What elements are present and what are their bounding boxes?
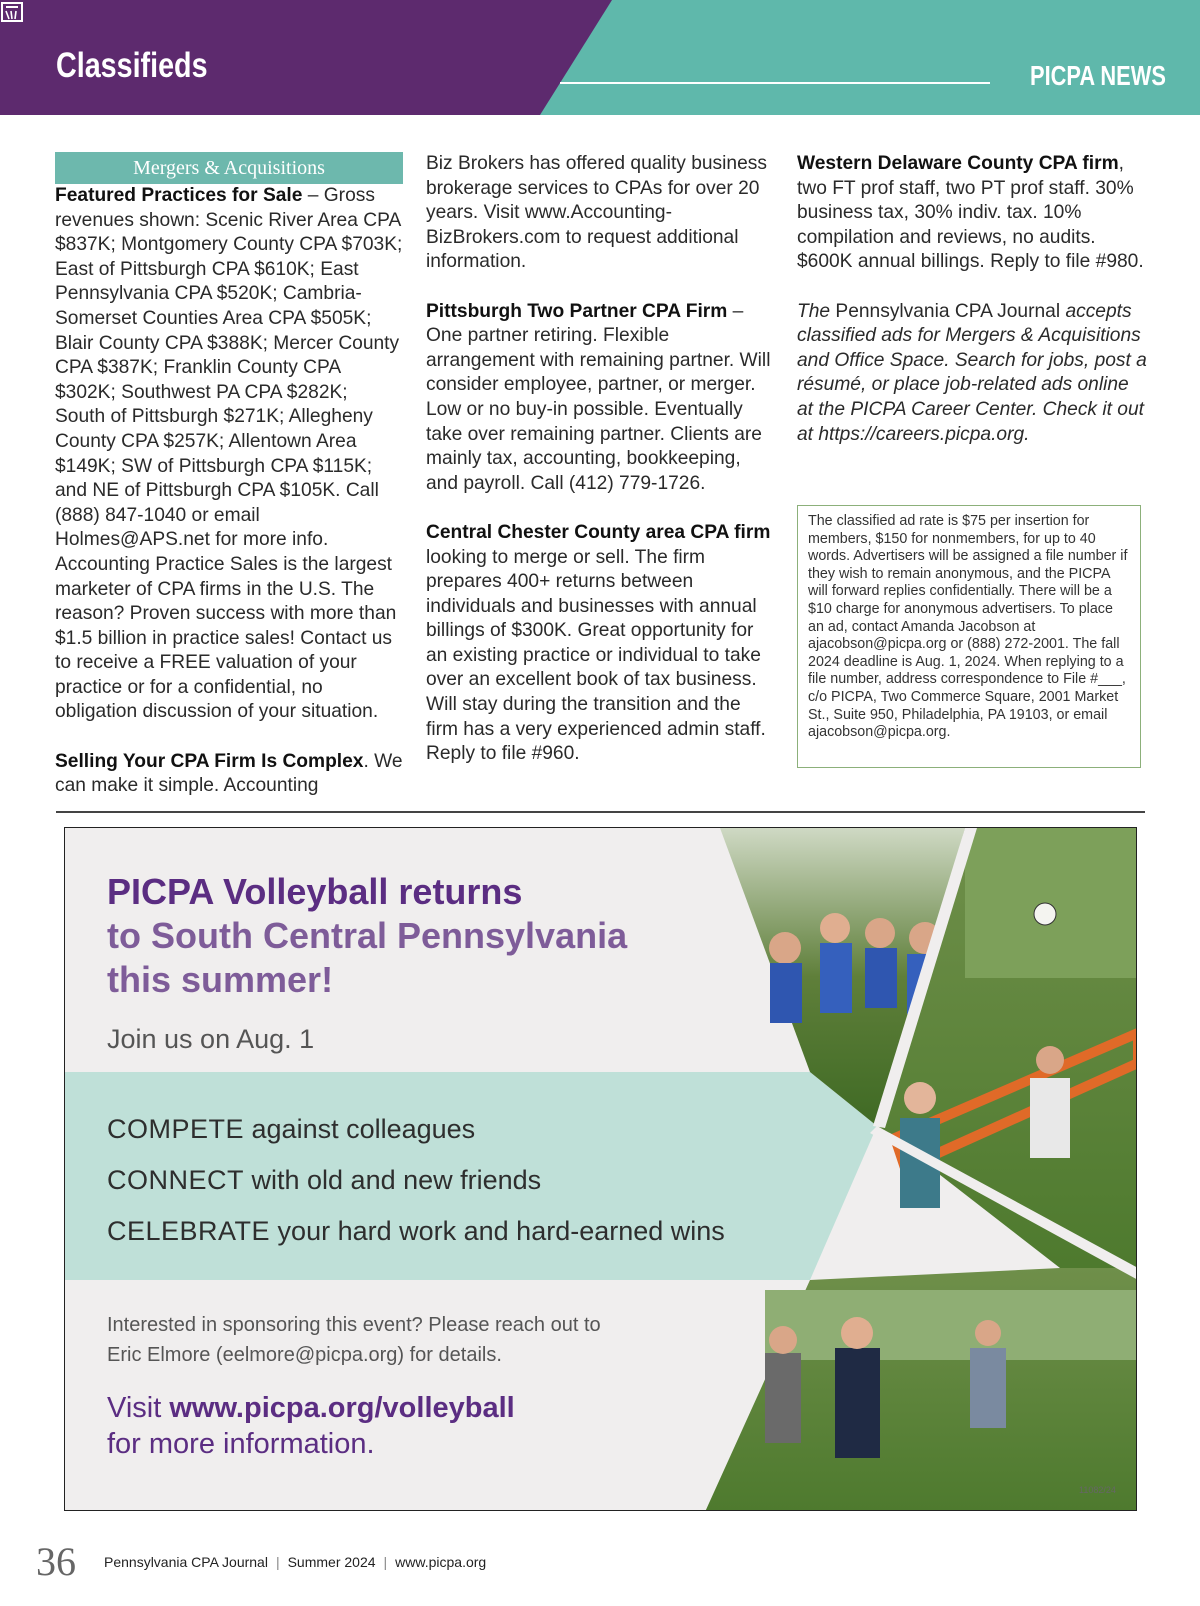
- page-title: Classifieds: [56, 46, 208, 85]
- volleyball-link[interactable]: www.picpa.org/volleyball: [169, 1392, 515, 1424]
- ad-title: [107, 870, 667, 1002]
- visit-suffix: for more information.: [107, 1428, 375, 1460]
- ad-title-line-2: to South Central Pennsylvania: [107, 915, 628, 956]
- footer-journal: Pennsylvania CPA Journal: [104, 1554, 268, 1570]
- column-2: [426, 152, 776, 791]
- ad-body-continued: Biz Brokers has offered quality business brokerage services to CPAs for over 20 years. Visit www.Accounting-BizBrokers.com to request additional information.: [426, 153, 767, 273]
- ad-sponsor-note: [107, 1310, 667, 1370]
- ad-rate-info-box: The classified ad rate is $75 per insertion for members, $150 for nonmembers, for up to 40 words. Advertisers will be assigned a file number if they wish to remain anonymous, and the PICPA will forward replies confidentially. There will be a $10 charge for anonymous advertisers. To place an ad, contact Amanda Jacobson at ajacobson@picpa.org or (888) 272-2001. The fall 2024 deadline is Aug. 1, 2024. When replying to a file number, address correspondence to File #___, c/o PICPA, Two Commerce Square, 2001 Market St., Suite 950, Philadelphia, PA 19103, or email ajacobson@picpa.org.: [797, 505, 1141, 768]
- benefit-compete: [107, 1104, 725, 1155]
- classified-ad-selling-firm: [55, 750, 403, 799]
- volleyball-advertisement: [64, 827, 1137, 1511]
- horizontal-divider: [56, 811, 1145, 813]
- ad-benefits-list: [107, 1104, 725, 1257]
- ad-date: Join us on Aug. 1: [107, 1024, 315, 1054]
- ad-heading: Selling Your CPA Firm Is Complex: [55, 750, 364, 772]
- ad-visit-cta: [107, 1390, 667, 1462]
- ad-body: – One partner retiring. Flexible arrangement with remaining partner. Will consider employee, partner, or merger. Low or no buy-in possible. Eventually take over remaining partner. Clients are mainly tax, accounting, bookkeeping, and payroll. Call (412) 779-1726.: [426, 300, 771, 494]
- ad-title-line-1: PICPA Volleyball returns: [107, 871, 523, 912]
- ad-title-line-3: this summer!: [107, 959, 334, 1000]
- benefit-connect: [107, 1155, 725, 1206]
- ad-heading: Central Chester County area CPA firm: [426, 521, 771, 543]
- benefit-celebrate: [107, 1206, 725, 1257]
- sponsor-line-2: Eric Elmore (eelmore@picpa.org) for details.: [107, 1344, 502, 1366]
- benefit-text: against colleagues: [244, 1114, 476, 1144]
- sponsor-line-1: Interested in sponsoring this event? Please reach out to: [107, 1314, 601, 1336]
- benefit-keyword: CONNECT: [107, 1165, 244, 1195]
- ad-code: 11082/24: [1079, 1485, 1116, 1495]
- page-number: 36: [36, 1539, 76, 1584]
- notice-the: The: [797, 300, 831, 322]
- newspaper-icon: [0, 0, 24, 24]
- column-3: [797, 152, 1147, 472]
- column-1: [55, 152, 403, 823]
- classified-ad-western-delaware: [797, 152, 1147, 275]
- visit-prefix: Visit: [107, 1392, 170, 1424]
- page-footer: Pennsylvania CPA Journal | Summer 2024 | www.picpa.org: [104, 1554, 487, 1570]
- footer-website[interactable]: www.picpa.org: [395, 1554, 487, 1570]
- ad-body: looking to merge or sell. The firm prepares 400+ returns between individuals and businesses with annual billings of $300K. Great opportunity for an existing practice or individual to take over an excellent book of tax business. Will stay during the transition and the firm has a very experienced admin staff. Reply to file #960.: [426, 546, 766, 765]
- ad-body: , two FT prof staff, two PT prof staff. 30% business tax, 30% indiv. tax. 10% compilation and reviews, no audits. $600K annual billings. Reply to file #980.: [797, 153, 1144, 273]
- page-header: [0, 0, 1200, 115]
- classified-ad-featured-practices: [55, 184, 403, 725]
- benefit-text: your hard work and hard-earned wins: [270, 1216, 725, 1246]
- benefit-text: with old and new friends: [244, 1165, 542, 1195]
- section-banner: Mergers & Acquisitions: [55, 152, 403, 184]
- benefit-keyword: CELEBRATE: [107, 1216, 271, 1246]
- classified-ad-pittsburgh-firm: [426, 300, 776, 497]
- footer-issue: Summer 2024: [287, 1554, 376, 1570]
- notice-journal-name: Pennsylvania CPA Journal: [830, 300, 1066, 322]
- classifieds-notice: [797, 300, 1147, 448]
- ad-body: – Gross revenues shown: Scenic River Area CPA $837K; Montgomery County CPA $703K; East of Pittsburgh CPA $610K; East Pennsylvania CPA $520K; Cambria-Somerset Counties Area CPA $505K; Blair County CPA $388K; Mercer County CPA $387K; Franklin County CPA $302K; Southwest PA CPA $282K; South of Pittsburgh $271K; Allegheny County CPA $257K; Allentown Area $149K; SW of Pittsburgh CPA $115K; and NE of Pittsburgh CPA $105K. Call (888) 847-1040 or email Holmes@APS.net for more info. Accounting Practice Sales is the largest marketer of CPA firms in the U.S. The reason? Proven success with more than $1.5 billion in practice sales! Contact us to receive a FREE valuation of your practice or for a confidential, no obligation discussion of your situation.: [55, 185, 403, 723]
- notice-text: accepts classified ads for Mergers & Acquisitions and Office Space. Search for jobs, post a résumé, or place job-related ads online at the PICPA Career Center. Check it out at https://careers.picpa.org.: [797, 300, 1147, 445]
- publication-label: PICPA NEWS: [1030, 60, 1166, 91]
- ad-body: . We can make it simple. Accounting: [55, 750, 403, 797]
- classified-ad-chester-county: [426, 521, 776, 767]
- benefit-keyword: COMPETE: [107, 1114, 245, 1144]
- ad-heading: Featured Practices for Sale: [55, 185, 303, 206]
- ad-heading: Western Delaware County CPA firm: [797, 153, 1119, 174]
- ad-heading: Pittsburgh Two Partner CPA Firm: [426, 300, 728, 322]
